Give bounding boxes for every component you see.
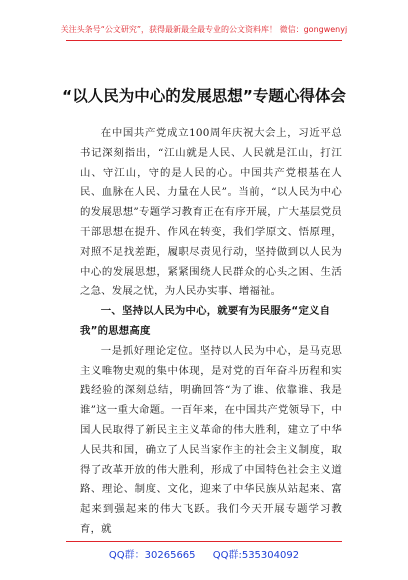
section-paragraph: 一是抓好理论定位。坚持以人民为中心，是马克思主义唯物史观的集中体现，是对党的百年奋斗历程和实践经验的深刻总结，明确回答“为了谁、依靠谁、我是谁”这一重大命题。一百年来，在中国共产党领导下，中国人民取得了新民主主义革命的伟大胜利，建立了中华人民共和国，确立了人民当家作主的社会主义制度，取得了改革开放的伟大胜利，形成了中国特色社会主义道路、理论、制度、文化，迎来了中华民族从站起来、富起来到强起来的伟大飞跃。我们今天开展专题学习教育，就 bbox=[80, 344, 342, 535]
document-title: “以人民为中心的发展思想”专题心得体会 bbox=[62, 87, 346, 105]
footer-qq-group-2: QQ群:535304092 bbox=[212, 550, 300, 561]
footer-qq-group-1: QQ群：30265665 bbox=[108, 550, 196, 561]
header-banner: 关注头条号“公文研究”，获得最新最全最专业的公文资料库！ 微信：gongwenyj bbox=[60, 25, 348, 34]
section-heading: 一、坚持以人民为中心，就要有为民服务“定义自我”的思想高度 bbox=[80, 305, 331, 337]
intro-paragraph: 在中国共产党成立100周年庆祝大会上，习近平总书记深刻指出，“江山就是人民、人民就是江山，打江山、守江山，守的是人民的心。中国共产党根基在人民、血脉在人民、力量在人民”。当前，“以人民为中心的发展思想”专题学习教育正在有序开展，广大基层党员干部思想在提升、作风在转变，我们学原文、悟原理，对照不足找差距，履职尽责见行动，坚持做到以人民为中心的发展思想，紧紧围绕人民群众的心头之困、生活之急、发展之忧，为人民办实事、增福祉。 bbox=[80, 127, 342, 298]
document-body bbox=[80, 124, 342, 540]
footer-divider bbox=[66, 541, 342, 542]
header-divider bbox=[66, 40, 342, 41]
footer bbox=[0, 546, 408, 561]
